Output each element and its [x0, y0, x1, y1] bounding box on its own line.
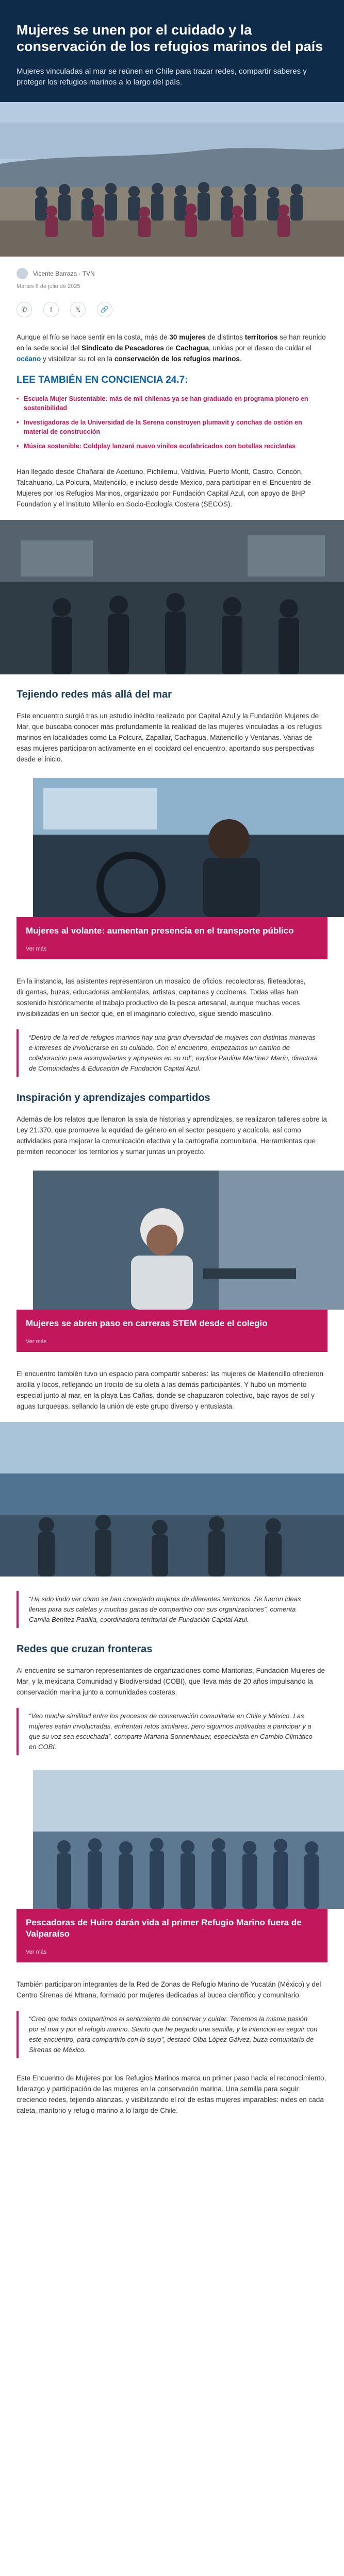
article-body-2 — [0, 688, 344, 1412]
article-body — [0, 332, 344, 510]
paragraph: Además de los relatos que llenaron la sala de historias y aprendizajes, se realizaron talleres sobre la Ley 21.370, que promueve la equidad de género en el sector pesquero y acuícola, así como actividades para mejorar la comunicación efectiva y la cartografía comunitaria. Herramientas que permiten reconocer los territorios y sumar juntas un proyecto. — [17, 1115, 327, 1156]
related-card[interactable] — [17, 778, 327, 959]
card-more-link[interactable]: Ver más — [26, 946, 47, 952]
section-heading: Redes que cruzan fronteras — [17, 1643, 153, 1655]
paragraph: Este encuentro surgió tras un estudio inédito realizado por Capital Azul y la Fundación Mujeres de Mar, que buscaba conocer más profundamente la realidad de las mujeres vinculadas a los refugios marinos en localidades como La Polcura, Zapallar, Cachagua, Maitencillo y Ventanas. Varias de esas mujeres participaron activamente en el cocidard del encuentro, aportando sus perspectivas desde el inicio. — [17, 712, 322, 763]
card-title: Mujeres se abren paso en carreras STEM desde el colegio — [26, 1318, 268, 1328]
paragraph: También participaron integrantes de la Red de Zonas de Refugio Marino de Yucatán (México) y del Centro Sirenas de Mtrana, formado por mujeres dedicadas al buceo científico y comunitario. — [17, 1980, 321, 1999]
article-body-3 — [0, 1591, 344, 2116]
card-caption — [17, 1909, 327, 1962]
paragraph: En la instancia, las asistentes representaron un mosaico de oficios: recolectoras, fileteadoras, dirigentas, buzas, educadoras ambientales, artistas, capitanes y cocineras. Todas ellas han sostenido históricamente el trabajo productivo de la pesca artesanal, aunque muchas veces invisibilizadas en un sector que, en el imaginario colectivo, sigue siendo masculino. — [17, 977, 306, 1018]
link-icon[interactable]: 🔗 — [97, 302, 112, 317]
x-icon[interactable]: 𝕏 — [70, 302, 86, 317]
card-title: Pescadoras de Huiro darán vida al primer Refugio Marino fuera de Valparaíso — [26, 1918, 302, 1939]
section-heading: Inspiración y aprendizajes compartidos — [17, 1092, 210, 1104]
card-more-link[interactable]: Ver más — [26, 1338, 47, 1345]
hero-photo — [0, 102, 344, 257]
avatar — [17, 268, 28, 279]
article-title: Mujeres se unen por el cuidado y la conservación de los refugios marinos del país — [17, 22, 323, 54]
article-header — [0, 0, 344, 102]
pull-quote: “Ha sido lindo ver cómo se han conectado mujeres de diferentes territorios. Se fueron ideas llenas para sus caletas y muchas ganas de compartirlo con sus organizaciones”, comenta Camila Benítez Padilla, coordinadora territorial de Fundación Capital Azul. — [17, 1591, 327, 1628]
whatsapp-icon[interactable]: ✆ — [17, 302, 32, 317]
pull-quote: “Creo que todas compartimos el sentimiento de conservar y cuidar. Tenemos la misma pasión por el mar y por el refugio marino. Siento que he pegado una semilla, y la intención es seguir con este encuentro, para compartirlo con lo suyo”, destacó Olba López Gálvez, buza comunitario de Sirenas de México. — [17, 2011, 327, 2058]
card-image — [17, 1770, 344, 1909]
card-caption — [17, 917, 327, 959]
article-lead: Mujeres vinculadas al mar se reúnen en Chile para trazar redes, compartir saberes y proteger los refugios marinos a lo largo del país. — [17, 67, 307, 87]
related-title: LEE TAMBIÉN EN CONCIENCIA 24.7: — [17, 375, 188, 385]
related-link[interactable]: • Escuela Mujer Sustentable: más de mil chilenas ya se han graduado en programa pionero en sostenibilidad — [17, 394, 327, 413]
card-image — [17, 1171, 344, 1310]
publish-date: Martes 8 de julio de 2025 — [17, 283, 80, 290]
related-card[interactable] — [17, 1770, 327, 1962]
paragraph-intro: Aunque el frío se hace sentir en la costa, más de 30 mujeres de distintos territorios se han reunido en la sede social del Sindicato de Pescadores de Cachagua, unidas por el deseo de cuidar el océano y visibilizar su rol en la conservación de los refugios marinos. — [17, 333, 326, 363]
paragraph: Al encuentro se sumaron representantes de organizaciones como Maritorias, Fundación Mujeres de Mar, y la mexicana Comunidad y Biodiversidad (COBI), que lleva más de 20 años impulsando la conservación marina junto a comunidades costeras. — [17, 1667, 325, 1696]
card-more-link[interactable]: Ver más — [26, 1949, 47, 1955]
related-link[interactable]: • Música sostenible: Coldplay lanzará nuevo vinilos ecofabricados con botellas recicladas — [17, 442, 327, 451]
card-image — [17, 778, 344, 917]
pull-quote: “Dentro de la red de refugios marinos hay una gran diversidad de mujeres con distintas maneras e intereses de involucrarse en su cuidado. Con el encuentro, empezamos un camino de colaboración para acompañarlas y apoyarlas en su rol”, explica Paulina Martínez Marín, directora de Comunidades & Educación de Fundación Capital Azul. — [17, 1029, 327, 1077]
paragraph: Han llegado desde Chañaral de Aceituno, Pichilemu, Valdivia, Puerto Montt, Castro, Concón, Talcahuano, La Polcura, Maitencillo, e incluso desde México, para participar en el Encuentro de Mujeres por los Refugios Marinos, organizado por Fundación Capital Azul, con apoyo de BHP Foundation y el Instituto Milenio en Socio-Ecología Costera (SECOS). — [17, 468, 312, 508]
related-link[interactable]: • Investigadoras de la Universidad de la Serena construyen plumavit y conchas de ostión en material de construcción — [17, 418, 327, 436]
paragraph-closing: Este Encuentro de Mujeres por los Refugios Marinos marca un primer paso hacia el reconocimiento, liderazgo y participación de las mujeres en la conservación marina. Una semilla para seguir creciendo redes, tejiendo alianzas, y visibilizando el rol de estas mujeres imparables: nides en cada caleta, maritorio y refugio marino a lo largo de Chile. — [17, 2074, 326, 2114]
facebook-icon[interactable]: f — [43, 302, 59, 317]
coast-photo — [0, 1422, 344, 1577]
author-name: Vicente Barraza · TVN — [33, 270, 95, 277]
author-byline — [17, 268, 327, 279]
article-meta — [0, 257, 344, 332]
share-bar — [17, 302, 327, 317]
related-list — [17, 394, 327, 451]
card-caption — [17, 1310, 327, 1352]
card-title: Mujeres al volante: aumentan presencia en el transporte público — [26, 926, 294, 936]
pull-quote: “Veo mucha similitud entre los procesos de conservación comunitaria en Chile y México. Las mujeres están involucradas, enfrentan retos similares, pero siguimos motivadas a participar y a que su voz sea escuchada”, comparte Mariana Sonnenhauer, especialista en Cambio Climático en COBI. — [17, 1708, 327, 1755]
related-box — [17, 375, 327, 451]
paragraph: El encuentro también tuvo un espacio para compartir saberes: las mujeres de Maitencillo ofrecieron arcilla y locos, reflejando un trocito de su oleta a las demás participantes. Y hubo un momento especial junto al mar, en la playa Las Cañas, donde se chapuzaron colectivo, bajo rayos de sol y aguas turquesas, sellando la unión de este grupo diverso y entusiasta. — [17, 1370, 324, 1410]
group-photo — [0, 520, 344, 674]
related-card[interactable] — [17, 1171, 327, 1352]
section-heading: Tejiendo redes más allá del mar — [17, 689, 172, 700]
